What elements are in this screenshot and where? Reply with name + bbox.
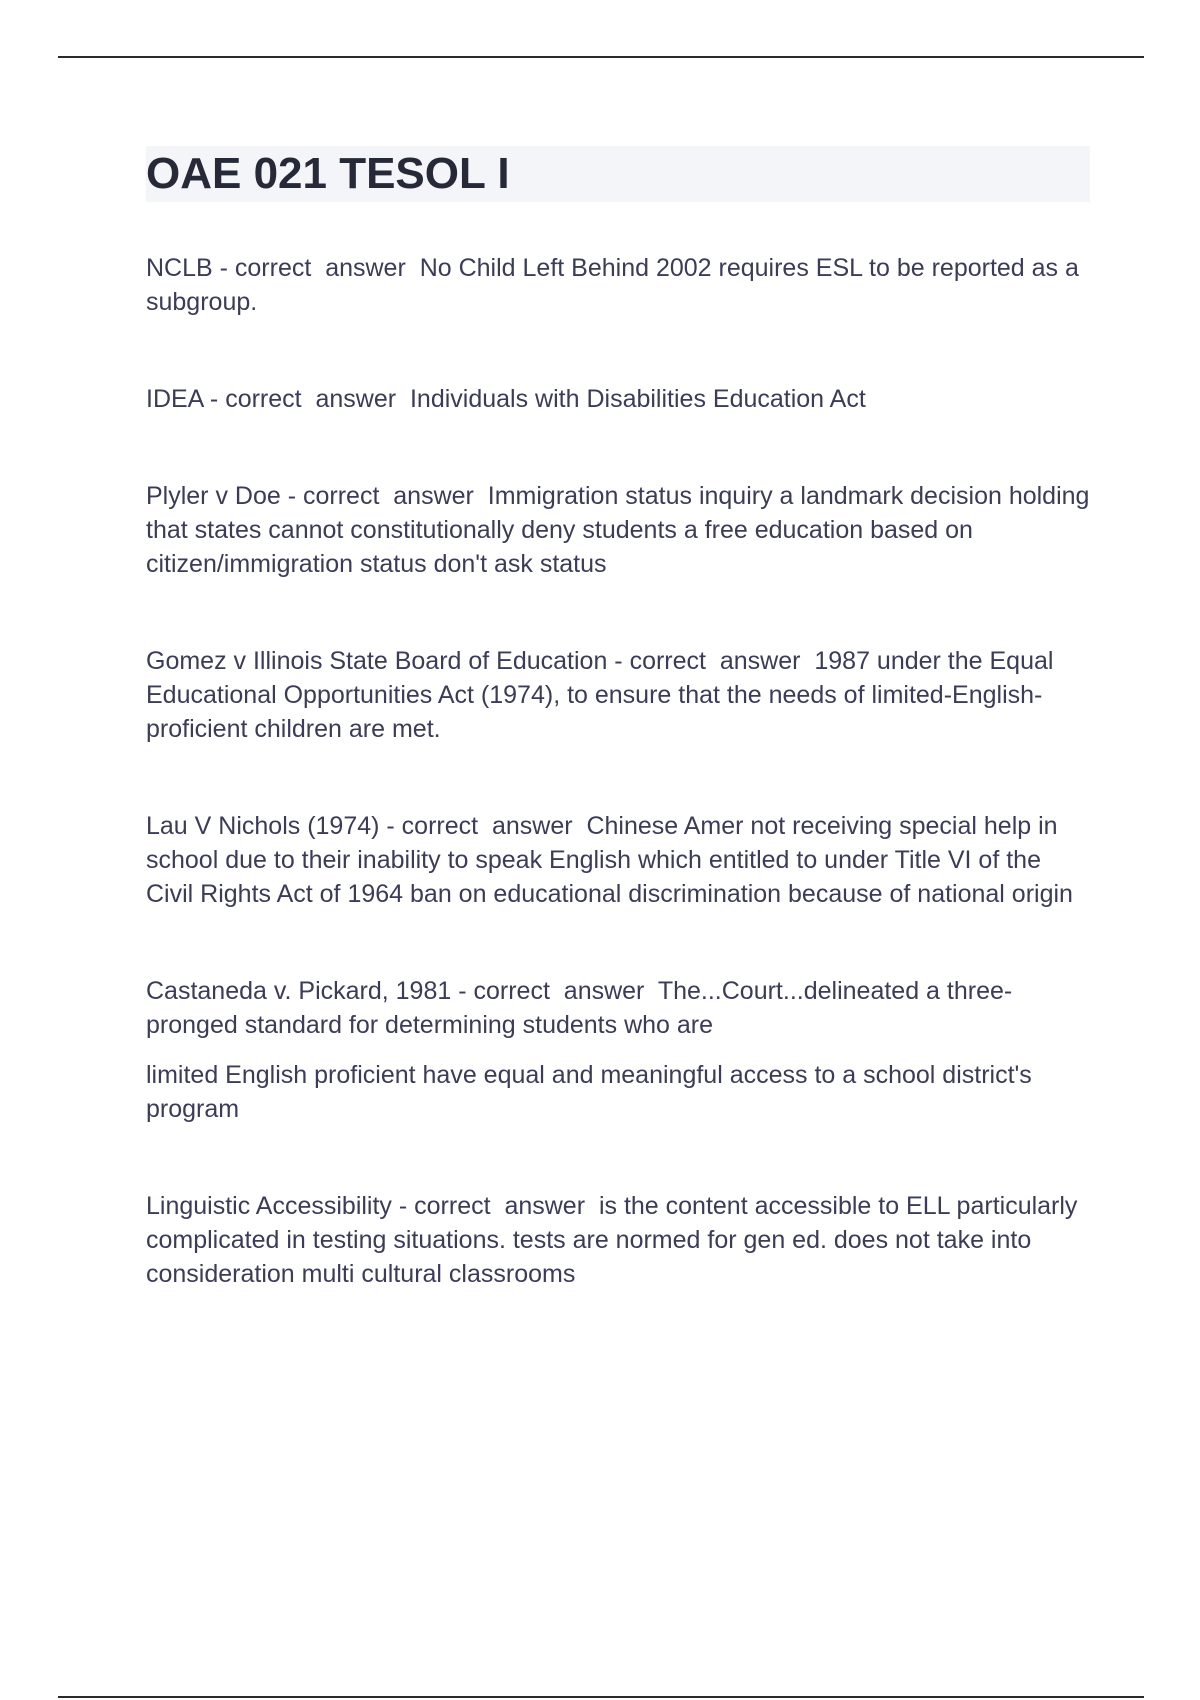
bottom-rule xyxy=(58,1696,1144,1698)
answer-separator: - correct answer xyxy=(391,1192,599,1220)
entry-term: Gomez v Illinois State Board of Education xyxy=(146,647,608,675)
entry-term: Plyler v Doe xyxy=(146,482,281,510)
entry-definition: Immigration status inquiry a landmark decision holding that states cannot constitutionally deny students a free education based on citizen/immigration status don't ask status xyxy=(146,482,1090,578)
top-rule xyxy=(58,56,1144,58)
entry-nclb xyxy=(146,251,1090,319)
answer-separator: - correct answer xyxy=(451,977,658,1005)
document-body xyxy=(146,146,1090,1291)
entry-term: Castaneda v. Pickard, 1981 xyxy=(146,977,452,1005)
entry-list xyxy=(146,251,1090,1291)
entry-term: IDEA xyxy=(146,385,203,413)
entry-linguistic-accessibility xyxy=(146,1189,1090,1291)
entry-plyler-v-doe xyxy=(146,479,1090,581)
answer-separator: - correct answer xyxy=(607,647,815,675)
entry-idea xyxy=(146,382,1090,416)
entry-term: Lau V Nichols (1974) xyxy=(146,812,380,840)
entry-castaneda-v-pickard xyxy=(146,974,1090,1126)
entry-term: NCLB xyxy=(146,254,213,282)
entry-definition: Chinese Amer not receiving special help in school due to their inability to speak English which entitled to under Title VI of the Civil Rights Act of 1964 ban on educational discrimination because of national origin xyxy=(146,812,1073,908)
entry-gomez xyxy=(146,644,1090,746)
entry-definition-continuation: limited English proficient have equal and meaningful access to a school district's program xyxy=(146,1061,1032,1123)
document-title: OAE 021 TESOL I xyxy=(146,146,1090,202)
answer-separator: - correct answer xyxy=(212,254,420,282)
entry-term: Linguistic Accessibility xyxy=(146,1192,392,1220)
answer-separator: - correct answer xyxy=(202,385,410,413)
entry-definition: is the content accessible to ELL particularly complicated in testing situations. tests are normed for gen ed. does not take into consideration multi cultural classrooms xyxy=(146,1192,1078,1288)
answer-separator: - correct answer xyxy=(379,812,587,840)
entry-definition: Individuals with Disabilities Education Act xyxy=(409,385,866,413)
entry-definition: The...Court...delineated a three-pronged standard for determining students who are xyxy=(146,977,1013,1039)
entry-definition: 1987 under the Equal Educational Opportunities Act (1974), to ensure that the needs of limited-English-proficient children are met. xyxy=(146,647,1054,743)
answer-separator: - correct answer xyxy=(280,482,488,510)
entry-definition: No Child Left Behind 2002 requires ESL to be reported as a subgroup. xyxy=(146,254,1079,316)
entry-lau-v-nichols xyxy=(146,809,1090,911)
